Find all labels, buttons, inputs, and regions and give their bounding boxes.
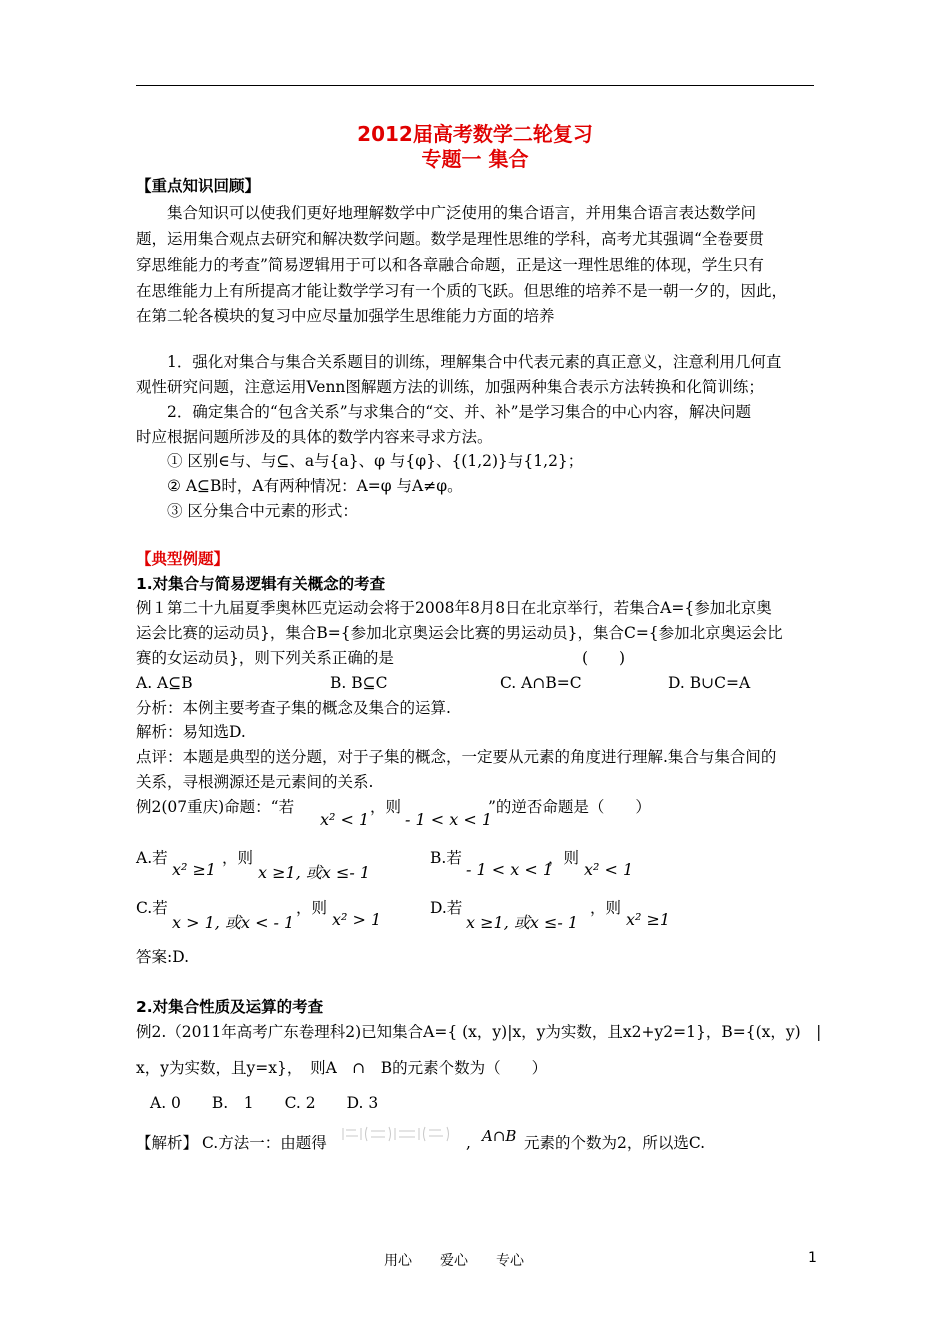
ex2-option-c-conclusion: x² > 1 — [332, 910, 382, 929]
ex2-option-b-premise: - 1 < x < 1 — [466, 860, 554, 879]
solution-math: A∩B — [482, 1127, 517, 1145]
option-d: D. B∪C=A — [668, 674, 751, 692]
example3-line: 例2.（2011年高考广东卷理科2)已知集合A={ (x，y)|x，y为实数，且x2+y2=1}，B={(x，y) | — [136, 1023, 822, 1041]
point2-line: 2．确定集合的“包含关系”与求集合的“交、并、补”是学习集合的中心内容，解决问题 — [167, 403, 752, 421]
page-number: 1 — [808, 1250, 817, 1266]
example2-then: ，则 — [370, 798, 402, 816]
section-heading-examples: 【典型例题】 — [136, 550, 230, 568]
solution-comma: , — [466, 1134, 471, 1152]
example2-math-conclusion: - 1 < x < 1 — [405, 810, 493, 829]
answer-paren: ( ) — [582, 649, 626, 667]
review-para-line: 集合知识可以使我们更好地理解数学中广泛使用的集合语言，并用集合语言表达数学问 — [167, 204, 757, 222]
topic-heading-2: 2.对集合性质及运算的考查 — [136, 998, 324, 1016]
option-a: A. A⊆B — [136, 674, 193, 692]
example1-line: 运会比赛的运动员}，集合B={参加北京奥运会比赛的男运动员}，集合C={参加北京奥运会比 — [136, 624, 783, 642]
point2-line: 时应根据问题所涉及的具体的数学内容来寻求方法。 — [136, 428, 493, 446]
example1-line: 例１第二十九届夏季奥林匹克运动会将于2008年8月8日在北京举行，若集合A={参加北京奥 — [136, 599, 772, 617]
example1-line: 赛的女运动员}，则下列关系正确的是 — [136, 649, 394, 667]
ex2-option-a-then: ，则 — [222, 849, 254, 867]
ex2-option-d-premise: x ≥1, 或x ≤- 1 — [466, 913, 579, 932]
review-para-line: 在第二轮各模块的复习中应尽量加强学生思维能力方面的培养 — [136, 307, 555, 325]
example3-options: A. 0 B. 1 C. 2 D. 3 — [150, 1094, 379, 1112]
doc-title-line2: 专题一 集合 — [421, 147, 529, 171]
ex2-option-a-premise: x² ≥1 — [172, 860, 217, 879]
example1-analysis: 分析：本例主要考查子集的概念及集合的运算. — [136, 699, 451, 717]
blurred-formula-icon — [341, 1124, 459, 1144]
ex2-option-b-then: ，则 — [548, 849, 580, 867]
ex2-option-c-label: C.若 — [136, 899, 168, 917]
example2-suffix: ”的逆否命题是（ ） — [488, 798, 651, 816]
example3-line: x，y为实数，且y=x}， 则A ∩ B的元素个数为（ ） — [136, 1059, 548, 1077]
review-para-line: 在思维能力上有所提高才能让数学学习有一个质的飞跃。但思维的培养不是一朝一夕的，因此， — [136, 282, 788, 300]
ex2-option-b-label: B.若 — [430, 849, 462, 867]
ex2-option-d-then: ，则 — [590, 899, 622, 917]
subpoint-2: ② A⊆B时，A有两种情况：A=φ 与A≠φ。 — [167, 477, 463, 495]
subpoint-1: ① 区别∈与、与⊆、a与{a}、φ 与{φ}、{(1,2)}与{1,2}； — [167, 452, 584, 470]
point1-line: 观性研究问题，注意运用Venn图解题方法的训练，加强两种集合表示方法转换和化简训练； — [136, 378, 764, 396]
solution-end: 元素的个数为2，所以选C. — [524, 1134, 706, 1152]
ex2-option-d-conclusion: x² ≥1 — [626, 910, 671, 929]
header-rule — [136, 85, 814, 86]
solution-label: 【解析】 — [136, 1134, 199, 1152]
example2-math-premise: x² < 1 — [320, 810, 370, 829]
topic-heading-1: 1.对集合与简易逻辑有关概念的考查 — [136, 575, 386, 593]
review-para-line: 穿思维能力的考查”简易逻辑用于可以和各章融合命题，正是这一理性思维的体现，学生只有 — [136, 256, 764, 274]
ex2-option-d-label: D.若 — [430, 899, 463, 917]
ex2-option-a-conclusion: x ≥1, 或x ≤- 1 — [258, 863, 371, 882]
ex2-option-b-conclusion: x² < 1 — [584, 860, 634, 879]
section-heading-review: 【重点知识回顾】 — [136, 177, 261, 195]
ex2-option-a-label: A.若 — [136, 849, 168, 867]
point1-line: 1．强化对集合与集合关系题目的训练，理解集合中代表元素的真正意义，注意利用几何直 — [167, 353, 782, 371]
option-b: B. B⊆C — [330, 674, 388, 692]
footer-motto: 用心 爱心 专心 — [384, 1253, 524, 1269]
formula-image — [341, 1124, 459, 1144]
ex2-option-c-premise: x > 1, 或x < - 1 — [172, 913, 295, 932]
doc-title-line1: 2012届高考数学二轮复习 — [357, 122, 593, 146]
ex2-option-c-then: ，则 — [296, 899, 328, 917]
solution-text: C.方法一：由题得 — [202, 1134, 327, 1152]
example1-comment: 点评：本题是典型的送分题，对于子集的概念，一定要从元素的角度进行理解.集合与集合间的 — [136, 748, 777, 766]
option-c: C. A∩B=C — [500, 674, 582, 692]
example1-solution: 解析：易知选D. — [136, 723, 246, 741]
subpoint-3: ③ 区分集合中元素的形式： — [167, 502, 358, 520]
example2-answer: 答案:D. — [136, 948, 190, 966]
example1-comment: 关系，寻根溯源还是元素间的关系. — [136, 773, 374, 791]
example2-prefix: 例2(07重庆)命题：“若 — [136, 798, 295, 816]
review-para-line: 题，运用集合观点去研究和解决数学问题。数学是理性思维的学科，高考尤其强调“全卷要贯 — [136, 230, 764, 248]
